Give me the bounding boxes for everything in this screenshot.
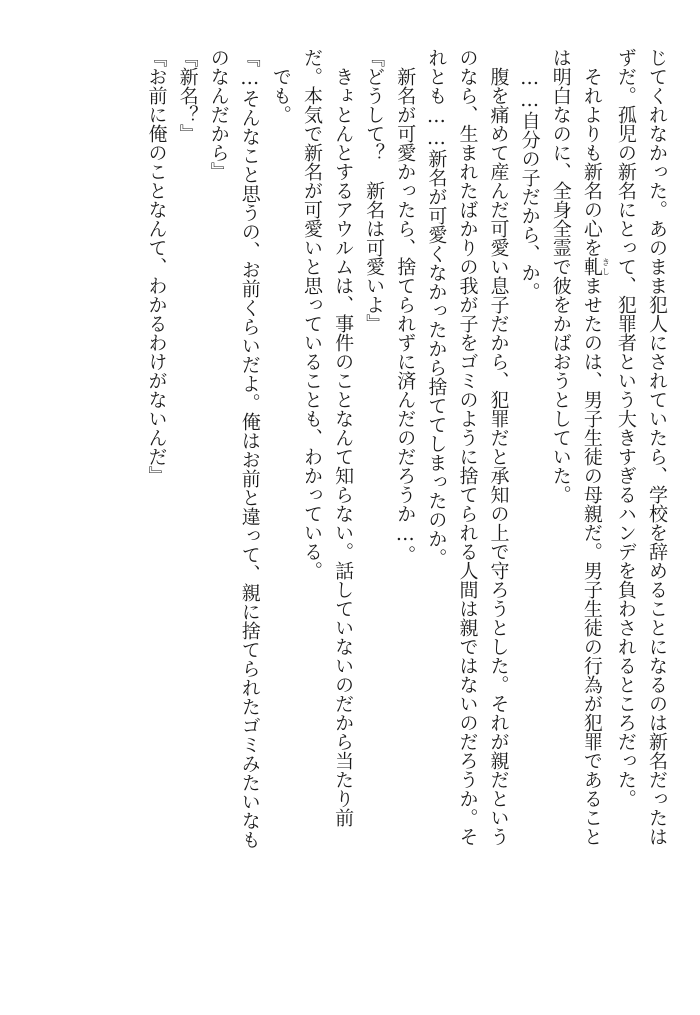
text-line-11: きょとんとするアウルムは、事件のことなんて知らない。話していないのだから当たり前 [332,48,355,827]
ruby-reading: きし [601,257,611,276]
ruby-base: 軋 [580,257,603,276]
text-line-6: 腹を痛めて産んだ可愛い息子だから、犯罪だと承知の上で守ろうとした。それが親だという [487,48,510,846]
text-line-3 [576,48,610,988]
text-line-9: 新名が可愛かったら、捨てられずに済んだのだろうか…。 [394,48,417,564]
text-line-5: ……自分の子だから、か。 [518,48,541,301]
text-line-12: だ。本気で新名が可愛いと思っていることも、わかっている。 [300,48,323,580]
text-line-14: 『…そんなこと思うの、お前くらいだよ。俺はお前と違って、親に捨てられたゴミみたいなも [238,48,261,849]
text-line-4: は明白なのに、全身全霊で彼をかばおうとしていた。 [549,48,572,504]
text-line-3-start: それよりも新名の心を [580,48,603,257]
vertical-text-block [140,48,672,988]
ruby-word [580,257,611,276]
text-line-7: のなら、生まれたばかりの我が子をゴミのように捨てられる人間は親ではないのだろうか。そ [456,48,479,846]
text-line-16: 『新名？』 [176,48,199,143]
text-line-17: 『お前に俺のことなんて、わかるわけがないんだ』 [145,48,168,485]
text-line-1: じてくれなかった。あのまま犯人にされていたら、学校を辞めることになるのは新名だったは [646,48,668,846]
text-line-15: のなんだから』 [207,48,230,181]
text-line-10: 『どうして？ 新名は可愛いよ』 [363,48,386,333]
text-line-3-end: ませたのは、男子生徒の母親だ。男子生徒の行為が犯罪であること [580,276,603,846]
text-line-8: れとも……新名が可愛くなかったから捨ててしまったのか。 [425,48,448,567]
text-line-13: でも。 [269,48,292,124]
text-line-2: ずだ。孤児の新名にとって、犯罪者という大きすぎるハンデを負わされるところだった。 [614,48,637,808]
